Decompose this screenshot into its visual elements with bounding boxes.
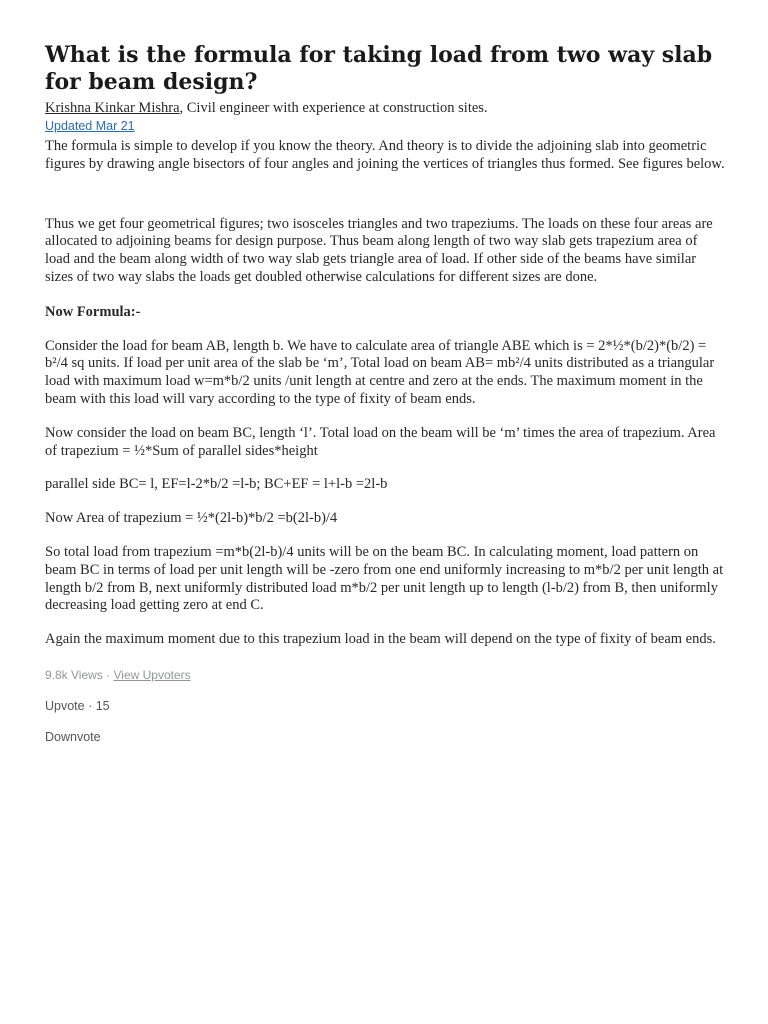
author-name-link[interactable]: Krishna Kinkar Mishra — [45, 100, 180, 116]
answer-paragraph: Now Area of trapezium = ½*(2l-b)*b/2 =b(2l-b)/4 — [45, 510, 338, 527]
updated-date-link[interactable]: Updated Mar 21 — [45, 119, 135, 133]
formula-heading: Now Formula:- — [45, 303, 141, 320]
downvote-button[interactable]: Downvote — [45, 729, 101, 744]
upvote-button[interactable]: Upvote · 15 — [45, 698, 110, 713]
answer-page — [45, 42, 725, 744]
answer-paragraph: Again the maximum moment due to this trapezium load in the beam will depend on the type of fixity of beam ends. — [45, 631, 716, 648]
answer-paragraph: Thus we get four geometrical figures; two isosceles triangles and two trapeziums. The loads on these four areas are allocated to adjoining beams for design purpose. Thus beam along length of two way slab gets trapezium area of load and the beam along width of two way slab gets triangle area of load. If other side of the beams have similar sizes of two way slabs the loads get doubled otherwise calculations for different sizes are done. — [45, 215, 713, 285]
answer-body — [45, 138, 725, 649]
author-credential: , Civil engineer with experience at construction sites. — [179, 100, 488, 116]
view-upvoters-link[interactable]: View Upvoters — [113, 667, 191, 682]
author-line — [45, 100, 725, 117]
answer-paragraph: So total load from trapezium =m*b(2l-b)/4 units will be on the beam BC. In calculating moment, load pattern on beam BC in terms of load per unit length will be -zero from one end uniformly increasing to m*b/2 per unit length at length b/2 from B, next uniformly distributed load m*b/2 per unit length up to length (l-b/2) from B, then uniformly decreasing load getting zero at end C. — [45, 543, 724, 614]
answer-paragraph: Now consider the load on beam BC, length ‘l’. Total load on the beam will be ‘m’ times the area of trapezium. Area of trapezium = ½*Sum of parallel sides*height — [45, 424, 716, 459]
answer-paragraph: Consider the load for beam AB, length b. We have to calculate area of triangle ABE which is = 2*½*(b/2)*(b/2) = b²/4 sq units. If load per unit area of the slab be ‘m’, Total load on beam AB= mb²/4 units distributed as a triangular load with maximum load w=m*b/2 units /unit length at centre and zero at the ends. The maximum moment in the beam with this load will vary according to the type of fixity of beam ends. — [45, 337, 715, 407]
answer-stats — [45, 668, 725, 682]
views-count: 9.8k Views · — [45, 667, 114, 682]
question-title: What is the formula for taking load from two way slab for beam design? — [45, 42, 713, 95]
answer-paragraph: parallel side BC= l, EF=l-2*b/2 =l-b; BC+EF = l+l-b =2l-b — [45, 476, 388, 493]
answer-paragraph: The formula is simple to develop if you know the theory. And theory is to divide the adjoining slab into geometric figures by drawing angle bisectors of four angles and joining the vertices of triangles thus formed. See figures below. — [45, 138, 725, 172]
